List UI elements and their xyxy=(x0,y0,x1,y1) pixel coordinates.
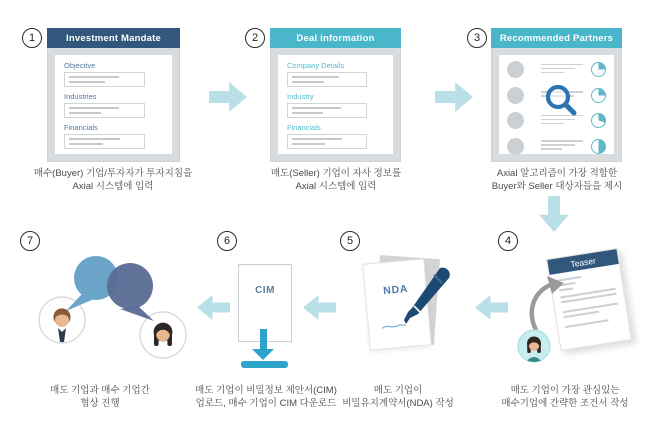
field-input-placeholder xyxy=(64,72,145,87)
flow-arrow-left-icon xyxy=(197,295,230,320)
field-input-placeholder xyxy=(287,72,367,87)
field-objective xyxy=(64,61,163,87)
magnifier-icon xyxy=(543,83,581,121)
step-4-number: 4 xyxy=(498,231,518,251)
flow-arrow-right-icon xyxy=(209,82,247,112)
field-label: Financials xyxy=(287,123,321,132)
step-2-number: 2 xyxy=(245,28,265,48)
field-financials xyxy=(287,123,384,149)
card-recommended-partners xyxy=(491,28,622,163)
match-score-pie-icon xyxy=(591,88,606,103)
field-industries xyxy=(64,92,163,118)
flow-arrow-left-icon xyxy=(475,295,508,320)
field-input-placeholder xyxy=(287,103,367,118)
field-input-placeholder xyxy=(287,134,367,149)
field-company-details xyxy=(287,61,384,87)
card-title: Investment Mandate xyxy=(47,28,180,48)
step-3-caption: Axial 알고리즘이 가장 적합한 Buyer와 Seller 대상자들을 제시 xyxy=(491,168,623,192)
field-financials xyxy=(64,123,163,149)
avatar xyxy=(507,61,524,78)
card-title: Recommended Partners xyxy=(491,28,622,48)
field-input-placeholder xyxy=(64,134,145,149)
step-4-caption: 매도 기업이 가장 관심있는 매수기업에 간략한 조건서 작성 xyxy=(501,385,629,409)
cim-document-title: CIM xyxy=(255,285,275,296)
step-3-number: 3 xyxy=(467,28,487,48)
field-label: Industries xyxy=(64,92,97,101)
card-body xyxy=(47,48,180,162)
step-7-number: 7 xyxy=(20,231,40,251)
step-2-caption: 매도(Seller) 기업이 자사 정보를 Axial 시스템에 입력 xyxy=(270,168,402,192)
step-5-number: 5 xyxy=(340,231,360,251)
field-label: Objective xyxy=(64,61,96,70)
step-6-number: 6 xyxy=(217,231,237,251)
field-label: Financials xyxy=(64,123,98,132)
step-1-number: 1 xyxy=(22,28,42,48)
partner-row xyxy=(507,134,606,160)
card-title: Deal information xyxy=(270,28,401,48)
curved-arrow-icon xyxy=(526,276,568,334)
download-arrow-icon xyxy=(260,329,267,350)
flow-arrow-left-icon xyxy=(303,295,336,320)
seller-avatar xyxy=(517,329,551,363)
card-body xyxy=(491,48,622,162)
download-arrow-head-icon xyxy=(252,349,274,360)
step-1-caption: 매수(Buyer) 기업/투자자가 투자지침을 Axial 시스템에 입력 xyxy=(33,168,193,192)
flow-arrow-down-icon xyxy=(539,196,569,232)
match-score-pie-icon xyxy=(591,62,606,77)
match-score-pie-icon xyxy=(591,139,606,154)
nda-document-title: NDA xyxy=(382,282,409,298)
step-7-caption: 매도 기업과 매수 기업간 협상 진행 xyxy=(50,385,150,409)
match-score-pie-icon xyxy=(591,113,606,128)
avatar xyxy=(507,138,524,155)
field-input-placeholder xyxy=(64,103,145,118)
card-investment-mandate xyxy=(47,28,180,163)
step-6-caption: 매도 기업이 비밀정보 제안서(CIM) 업로드, 매수 기업이 CIM 다운로드 xyxy=(195,385,337,409)
card-deal-information xyxy=(270,28,401,163)
speech-bubble-dark-icon xyxy=(107,263,154,321)
field-industry xyxy=(287,92,384,118)
teaser-document-title: Teaser xyxy=(547,249,618,275)
flow-arrow-right-icon xyxy=(435,82,473,112)
partner-row xyxy=(507,57,606,83)
pen-icon xyxy=(398,266,452,332)
negotiation-illustration xyxy=(30,248,200,368)
download-bar-icon xyxy=(241,361,288,368)
avatar xyxy=(507,112,524,129)
step-5-caption: 매도 기업이 비밀유지계약서(NDA) 작성 xyxy=(342,385,454,409)
field-label: Company Details xyxy=(287,61,345,70)
avatar xyxy=(507,87,524,104)
card-body xyxy=(270,48,401,162)
field-label: Industry xyxy=(287,92,314,101)
